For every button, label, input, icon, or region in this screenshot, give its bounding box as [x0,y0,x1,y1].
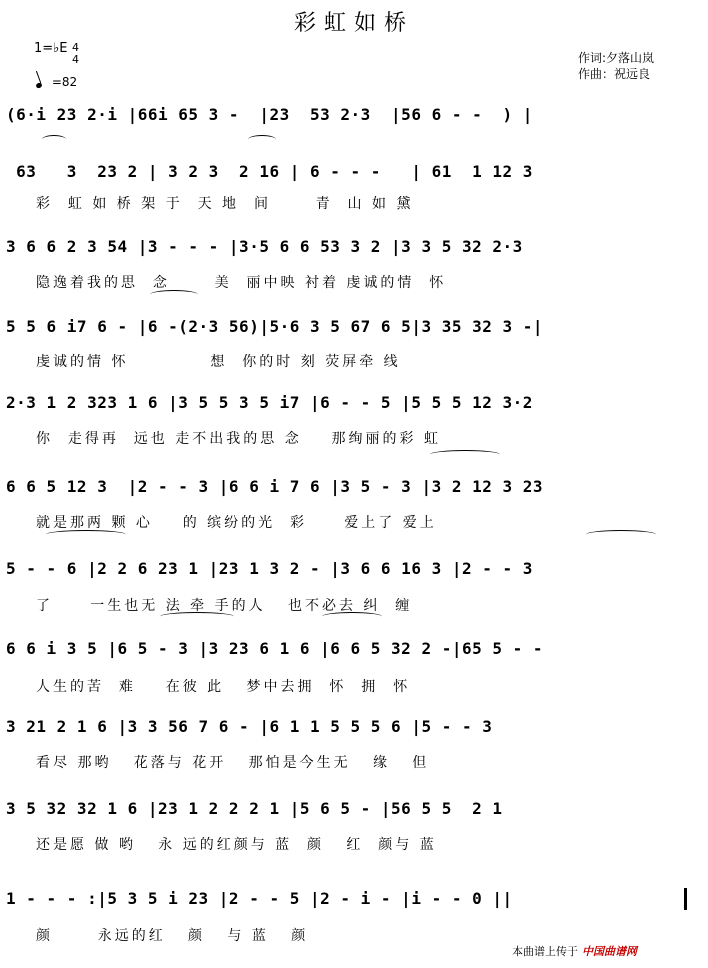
slur-mark [430,450,500,459]
footer [512,943,637,959]
lyrics-row-9: 看尽 那哟 花落与 花开 那怕是今生无 缘 但 [36,755,430,771]
notation-row-2: 63 3 23 2 | 3 2 3 2 16 | 6 - - - | 61 1 12 3 [6,162,554,181]
lyrics-row-2: 彩 虹 如 桥 架 于 天 地 间 青 山 如 黛 [36,196,414,212]
key-signature [34,41,79,66]
notation-row-6: 6 6 5 12 3 |2 - - 3 |6 6 i 7 6 |3 5 - 3 |3 2 12 3 23 [6,477,544,496]
lyrics-row-7: 了 一生也无 法 牵 手的人 也不必去 纠 缠 [36,598,413,614]
notation-row-9: 3 21 2 1 6 |3 3 56 7 6 - |6 1 1 5 5 5 6 |5 - - 3 [6,717,493,736]
time-unit: 4 [72,53,79,66]
site-logo: 中国曲谱网 [582,945,637,958]
slur-mark [248,135,276,144]
notation-row-8: 6 6 i 3 5 |6 5 - 3 |3 23 6 1 6 |6 6 5 32 2 -|65 5 - - [6,639,544,658]
tempo-value: =82 [51,75,78,89]
upload-text: 本曲谱上传于 [512,945,578,958]
time-signature [72,42,79,66]
lyricist-credit: 作词:夕落山岚 [578,51,655,65]
slur-mark [46,530,126,539]
notation-row-11: 1 - - - :|5 3 5 i 23 |2 - - 5 |2 - i - |i - - 0 || [6,889,513,908]
time-beats: 4 [72,41,79,54]
lyrics-row-3: 隐逸着我的思 念 美 丽中映 衬着 虔诚的情 怀 [36,275,447,291]
notation-row-5: 2·3 1 2 323 1 6 |3 5 5 3 5 i7 |6 - - 5 |5 5 5 12 3·2 [6,393,533,412]
final-barline [684,888,687,910]
lyrics-row-6: 就是那两 颗 心 的 缤纷的光 彩 爱上了 爱上 [36,515,437,531]
lyrics-row-4: 虔诚的情 怀 想 你的时 刻 荧屏牵 线 [36,354,401,370]
key-flat: ♭E [53,41,68,56]
slur-mark [586,530,656,539]
tempo-marking [36,75,77,89]
quarter-note-icon [35,82,42,89]
composer-credit: 作曲：祝远良 [578,67,651,81]
notation-row-4: 5 5 6 i7 6 - |6 -(2·3 56)|5·6 3 5 67 6 5|3 35 32 3 -| [6,317,544,336]
slur-mark [322,612,382,621]
lyrics-row-10: 还是愿 做 哟 永 远的红颜与 蓝 颜 红 颜与 蓝 [36,837,437,853]
notation-row-3: 3 6 6 2 3 54 |3 - - - |3·5 6 6 53 3 2 |3 3 5 32 2·3 [6,237,523,256]
slur-mark [150,290,198,299]
notation-row-10: 3 5 32 32 1 6 |23 1 2 2 2 1 |5 6 5 - |56 5 5 2 1 [6,799,503,818]
lyrics-row-8: 人生的苦 难 在彼 此 梦中去拥 怀 拥 怀 [36,679,411,695]
slur-mark [42,135,66,144]
score-title: 彩虹如桥 [293,11,414,36]
notation-row-1: (6·i 23 2·i |66i 65 3 - |23 53 2·3 |56 6 - - ) | [6,105,533,124]
lyrics-row-5: 你 走得再 远也 走不出我的思 念 那绚丽的彩 虹 [36,431,441,447]
lyrics-row-11: 颜 永远的红 颜 与 蓝 颜 [36,928,309,944]
notation-row-7: 5 - - 6 |2 2 6 23 1 |23 1 3 2 - |3 6 6 16 3 |2 - - 3 [6,559,533,578]
slur-mark [160,612,234,621]
credits [578,50,654,82]
key-prefix: 1= [34,41,54,56]
lyrics-row-1 [36,128,696,150]
